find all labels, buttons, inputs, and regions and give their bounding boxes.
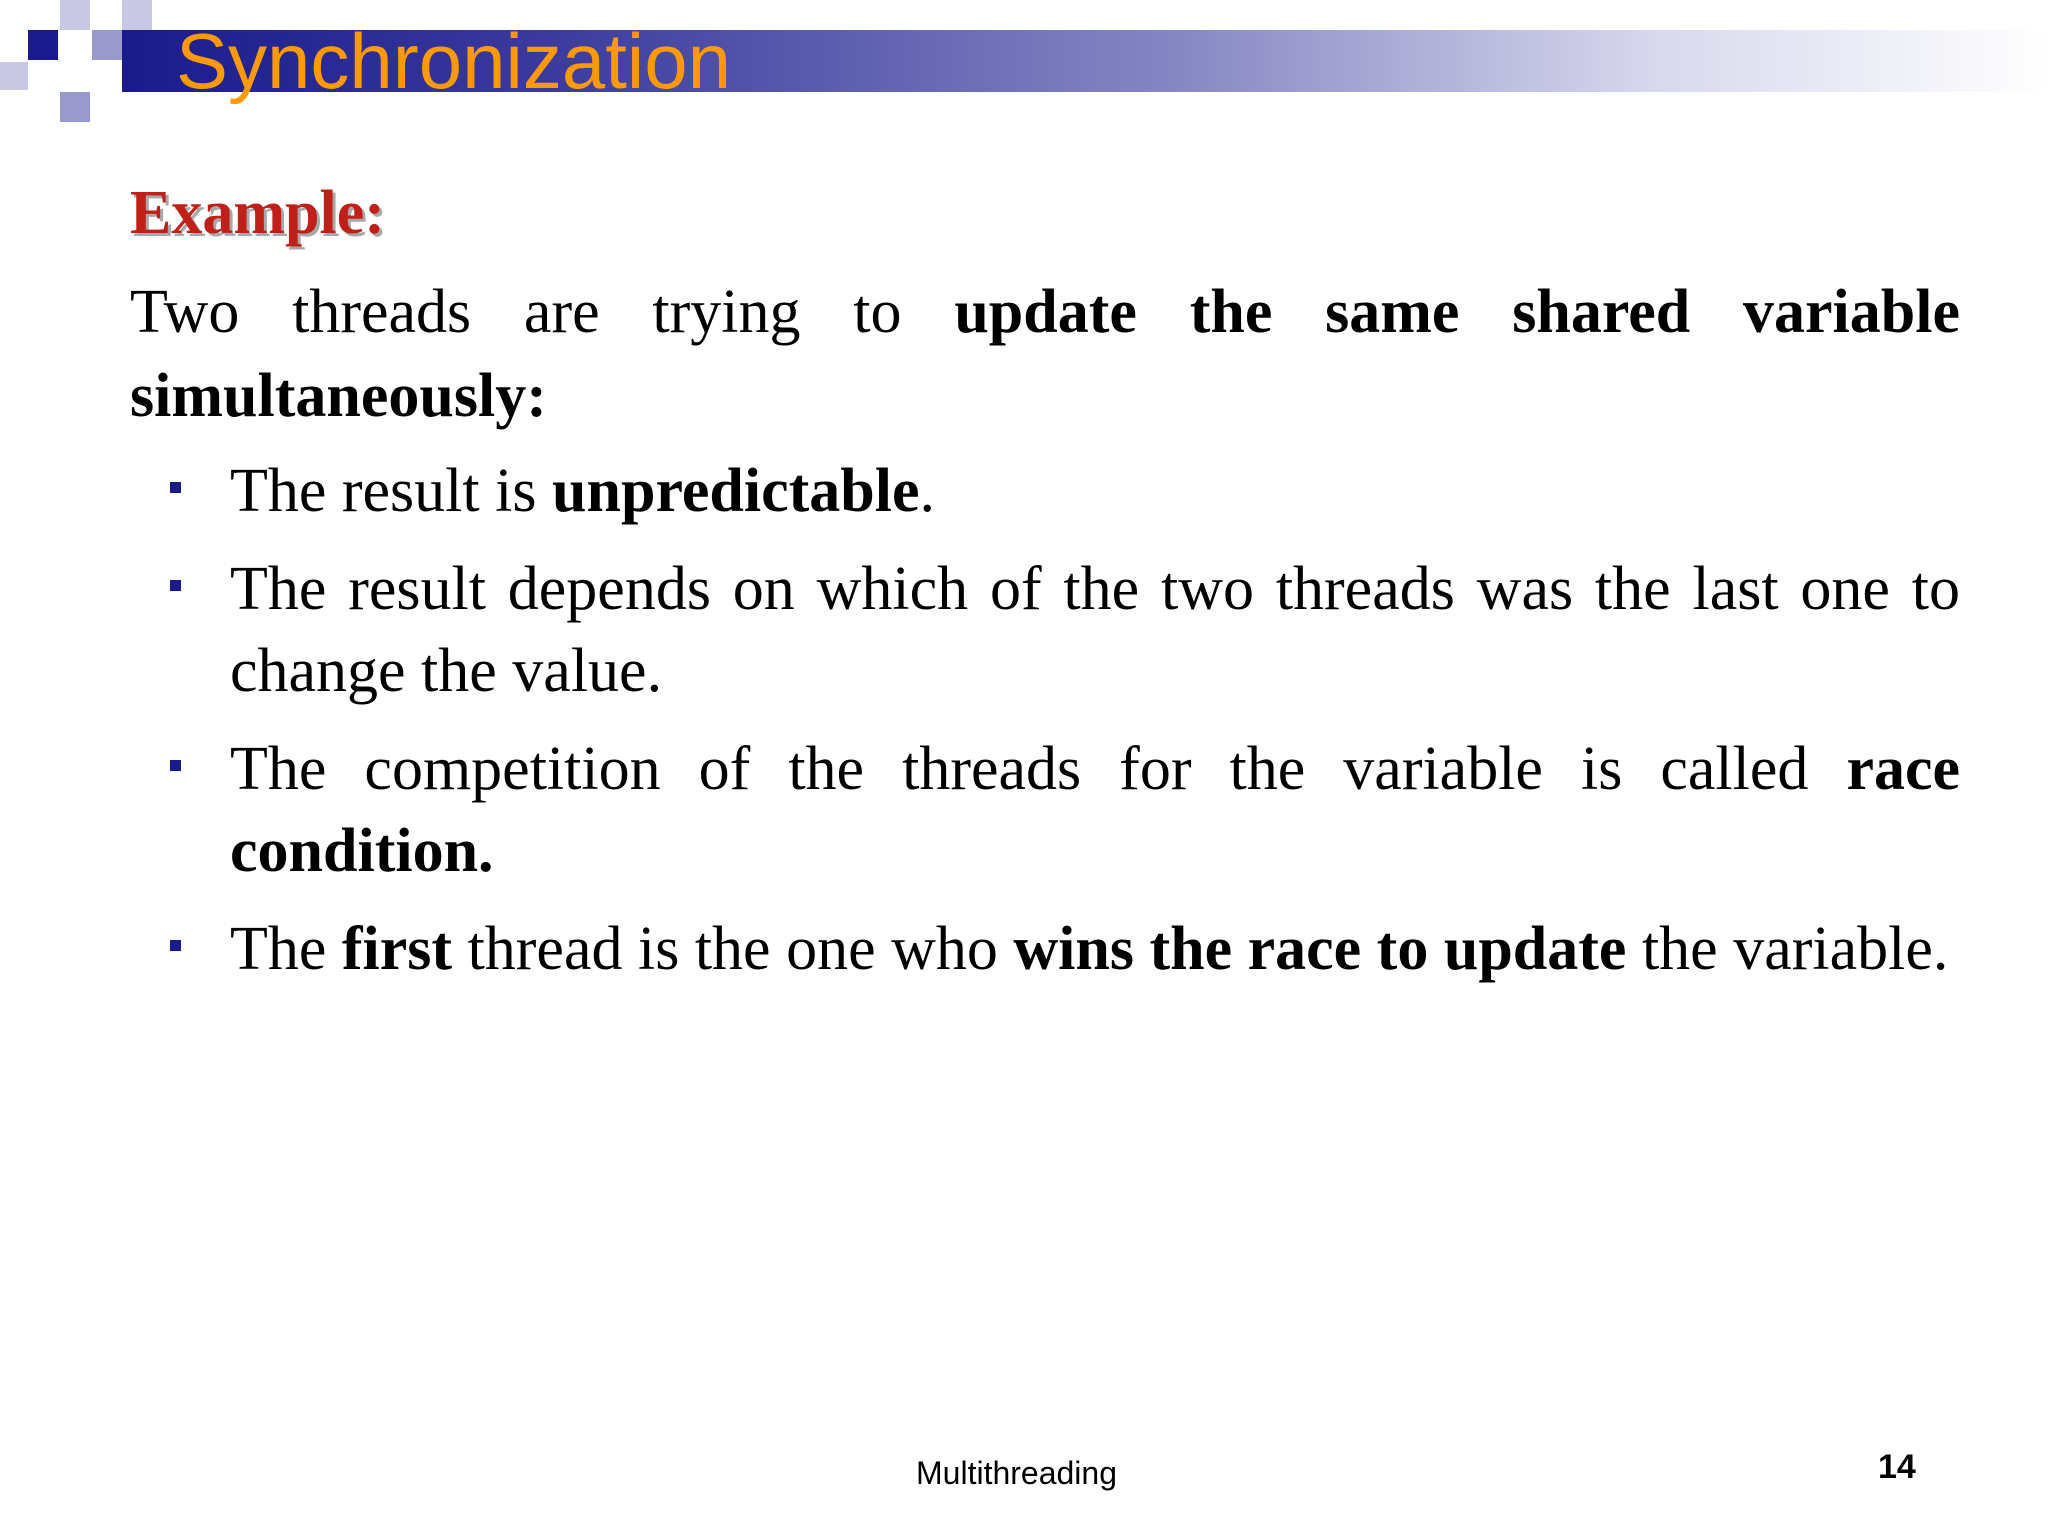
- bullet-item: [130, 728, 1960, 892]
- bullet-item: [130, 450, 1960, 532]
- intro-paragraph: [130, 270, 1960, 438]
- square-bullet-icon: [170, 760, 181, 771]
- bullet-text: the variable.: [1626, 915, 1949, 983]
- intro-text: Two threads are trying to: [130, 278, 955, 346]
- example-heading: Example:: [130, 179, 385, 247]
- bullet-bold-text: wins the race to update: [1013, 915, 1627, 983]
- bullet-item: [130, 908, 1960, 990]
- corner-decoration-square: [122, 0, 152, 30]
- bullet-list: [130, 450, 1960, 1006]
- bullet-text: .: [919, 457, 935, 525]
- bullet-text: The competition of the threads for the variable is called: [230, 735, 1847, 803]
- bullet-bold-text: unpredictable: [552, 457, 920, 525]
- bullet-item: [130, 548, 1960, 712]
- bullet-bold-text: race condition.: [230, 735, 1960, 885]
- slide-title: Synchronization: [176, 17, 731, 105]
- bullet-text: The result is: [230, 457, 552, 525]
- corner-decoration-square: [60, 92, 90, 122]
- corner-decoration-square: [28, 30, 58, 60]
- bullet-bold-text: first: [341, 915, 453, 983]
- corner-decoration-square: [92, 30, 122, 60]
- page-number: 14: [1878, 1448, 1916, 1486]
- bullet-text: The: [230, 915, 342, 983]
- corner-decoration-square: [60, 0, 90, 30]
- bullet-text: thread is the one who: [452, 915, 1014, 983]
- footer-label: Multithreading: [916, 1455, 1117, 1491]
- intro-bold-text: update the same shared variable simultaneously:: [130, 278, 1960, 430]
- square-bullet-icon: [170, 580, 181, 591]
- corner-decoration-square: [0, 62, 28, 90]
- square-bullet-icon: [170, 482, 181, 493]
- square-bullet-icon: [170, 940, 181, 951]
- bullet-text: The result depends on which of the two threads was the last one to change the value.: [230, 555, 1960, 705]
